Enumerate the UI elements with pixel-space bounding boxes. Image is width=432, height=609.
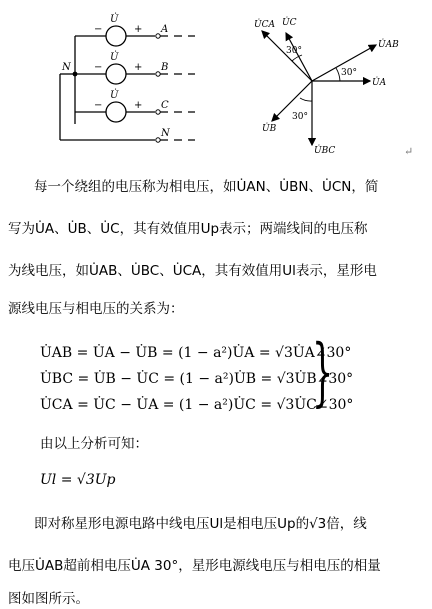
equation-ul: Ul = √3Up	[40, 472, 116, 488]
paragraph-1-line-1: 每一个绕组的电压称为相电压，如U̇AN、U̇BN、U̇CN，简	[34, 179, 379, 195]
equation-uab: U̇AB = U̇A − U̇B = (1 − a²)U̇A = √3U̇A∠30°	[40, 345, 352, 361]
paragraph-1-line-2: 写为U̇A、U̇B、U̇C，其有效值用Up表示；两端线间的电压称	[8, 221, 368, 237]
phasor-label-uc: U̇C	[282, 18, 297, 28]
minus-sign: −	[94, 100, 103, 111]
phasor-label-ubc: U̇BC	[314, 146, 336, 155]
plus-sign: +	[134, 62, 143, 73]
paragraph-2-line-2: 电压U̇AB超前相电压U̇A 30°，星形电源线电压与相电压的相量	[8, 558, 381, 574]
paragraph-2-line-1: 即对称星形电源电路中线电压Ul是相电压Up的√3倍，线	[34, 516, 367, 532]
line-b-label: B	[161, 62, 169, 73]
phasor-label-ub: U̇B	[262, 124, 277, 134]
minus-sign: −	[94, 24, 103, 35]
plus-sign: +	[134, 24, 143, 35]
minus-sign: −	[94, 62, 103, 73]
phasor-label-ua: U̇A	[372, 78, 387, 88]
phasor-label-uca: U̇CA	[254, 20, 275, 30]
line-c-label: C	[161, 100, 169, 111]
paragraph-1-line-3: 为线电压，如U̇AB、U̇BC、U̇CA，其有效值用Ul表示，星形电	[8, 263, 377, 279]
angle-label-3: 30°	[292, 112, 308, 122]
voltage-source-b-label: U̇	[110, 52, 119, 63]
circuit-diagram	[40, 8, 255, 158]
phasor-label-uab: U̇AB	[378, 40, 399, 50]
angle-label-2: 30°	[286, 46, 302, 56]
phasor-diagram	[248, 5, 418, 155]
node-n-label: N	[62, 62, 71, 73]
equation-ubc: U̇BC = U̇B − U̇C = (1 − a²)U̇B = √3U̇B∠30°	[40, 371, 354, 387]
paragraph-1-line-4: 源线电压与相电压的关系为：	[8, 301, 184, 317]
voltage-source-a-label: U̇	[110, 14, 119, 25]
voltage-source-c-label: U̇	[110, 90, 119, 101]
conclusion-intro: 由以上分析可知：	[40, 436, 148, 452]
paragraph-mark: ↵	[404, 145, 414, 155]
equation-uca: U̇CA = U̇C − U̇A = (1 − a²)U̇C = √3U̇C∠30°	[40, 397, 354, 413]
paragraph-2-line-3: 图如图所示。	[8, 591, 89, 607]
angle-label-1: 30°	[341, 68, 357, 78]
line-a-label: A	[161, 24, 169, 35]
plus-sign: +	[134, 100, 143, 111]
line-n-label: N	[161, 128, 170, 139]
right-brace: }	[312, 329, 334, 415]
